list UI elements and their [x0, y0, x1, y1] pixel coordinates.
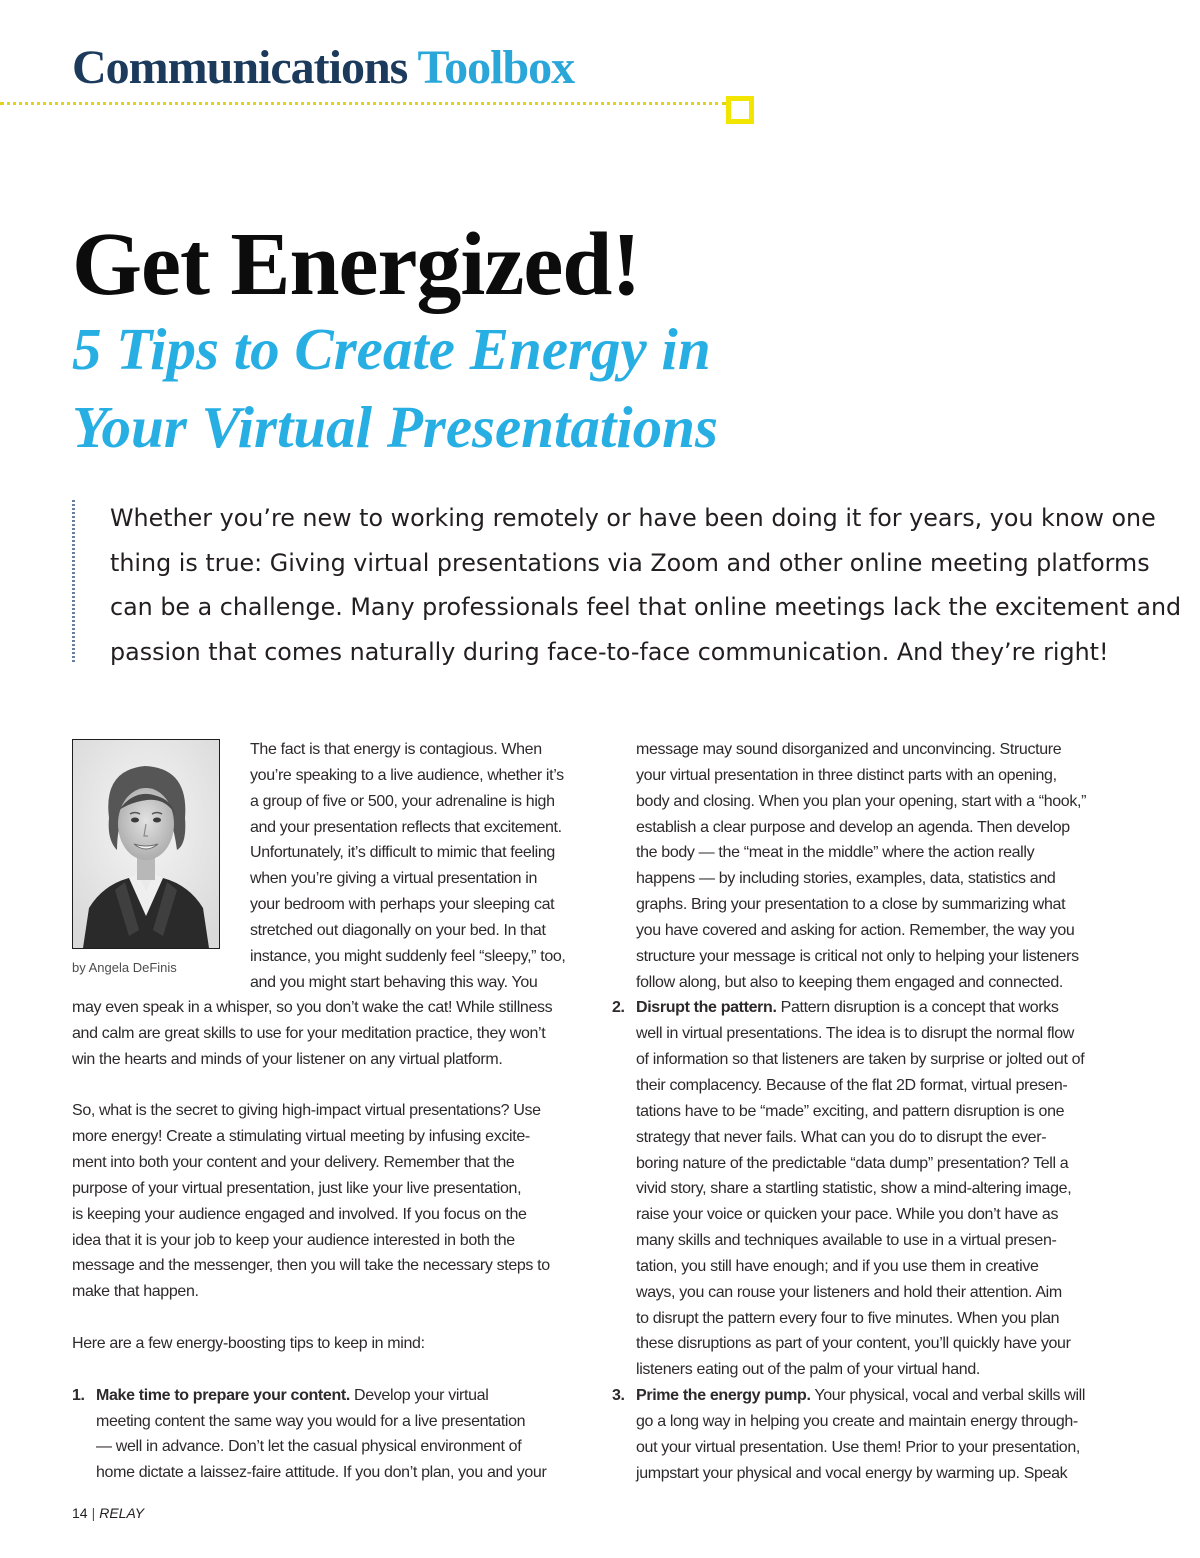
- article-headline: Get Energized!: [72, 215, 641, 314]
- tip-1-first-line-rest: Develop your virtual: [349, 1386, 489, 1404]
- tip-1-number: 1.: [72, 1386, 85, 1404]
- section-title-word2: Toolbox: [417, 41, 575, 94]
- body-line: and your presentation reflects that excitement.: [250, 818, 562, 836]
- body-line: So, what is the secret to giving high-impact virtual presentations? Use: [72, 1102, 541, 1120]
- body-line: follow along, but also to keeping them engaged and connected.: [636, 973, 1063, 991]
- body-line: your bedroom with perhaps your sleeping cat: [250, 896, 555, 914]
- intro-line: passion that comes naturally during face-to-face communication. And they’re right!: [110, 637, 1109, 666]
- body-line: when you’re giving a virtual presentation in: [250, 870, 537, 888]
- body-line: tations have to be “made” exciting, and pattern disruption is one: [636, 1102, 1065, 1120]
- right-column: [612, 737, 1132, 1486]
- body-line: Here are a few energy-boosting tips to keep in mind:: [72, 1334, 425, 1352]
- body-line: — well in advance. Don’t let the casual physical environment of: [96, 1438, 522, 1456]
- footer-separator: |: [91, 1505, 96, 1521]
- body-line: graphs. Bring your presentation to a close by summarizing what: [636, 896, 1066, 914]
- body-line: their complacency. Because of the flat 2D format, virtual presen-: [636, 1076, 1068, 1094]
- tip-2-first-line-rest: Pattern disruption is a concept that works: [776, 999, 1059, 1017]
- tip-3-number: 3.: [612, 1387, 625, 1405]
- body-line: idea that it is your job to keep your audience interested in both the: [72, 1231, 515, 1249]
- body-line: you’re speaking to a live audience, whether it’s: [250, 766, 564, 784]
- author-byline: by Angela DeFinis: [72, 960, 177, 975]
- article-subhead: [72, 310, 1072, 466]
- left-column: [72, 995, 592, 1486]
- intro-line: Whether you’re new to working remotely or have been doing it for years, you know one: [110, 504, 1156, 532]
- body-line: well in virtual presentations. The idea is to disrupt the normal flow: [636, 1025, 1075, 1043]
- body-line: you have covered and asking for action. Remember, the way you: [636, 921, 1075, 939]
- header-square-ornament: [726, 96, 754, 124]
- tip-3-first-line: [612, 1383, 1132, 1409]
- body-wrap-text: [250, 737, 590, 995]
- body-line: a group of five or 500, your adrenaline is high: [250, 792, 555, 810]
- body-line: instance, you might suddenly feel “sleepy,” too,: [250, 947, 566, 965]
- subhead-line-2: Your Virtual Presentations: [72, 394, 718, 460]
- body-line: ment into both your content and your delivery. Remember that the: [72, 1154, 515, 1172]
- header-dotted-rule: [0, 102, 726, 105]
- tip-2: [612, 995, 1132, 1383]
- body-line: many skills and techniques available to use in a virtual presen-: [636, 1232, 1057, 1250]
- body-line: strategy that never fails. What can you do to disrupt the ever-: [636, 1128, 1047, 1146]
- body-line: is keeping your audience engaged and involved. If you focus on the: [72, 1205, 527, 1223]
- body-line: The fact is that energy is contagious. When: [250, 741, 542, 758]
- body-line: win the hearts and minds of your listener on any virtual platform.: [72, 1050, 503, 1068]
- author-photo: [72, 739, 220, 949]
- body-line: tation, you still have enough; and if you use them in creative: [636, 1257, 1039, 1275]
- body-line: body and closing. When you plan your opening, start with a “hook,”: [636, 792, 1087, 810]
- body-line: purpose of your virtual presentation, just like your live presentation,: [72, 1179, 522, 1197]
- body-line: out your virtual presentation. Use them! Prior to your presentation,: [636, 1438, 1080, 1456]
- tip-2-number: 2.: [612, 999, 625, 1017]
- page-number: 14: [72, 1505, 88, 1521]
- body-line: the body — the “meat in the middle” where the action really: [636, 844, 1035, 862]
- tip-1-first-line: [72, 1383, 592, 1409]
- body-line: make that happen.: [72, 1283, 199, 1301]
- tip-3: [612, 1383, 1132, 1486]
- body-line: home dictate a laissez-faire attitude. If you don’t plan, you and your: [96, 1464, 547, 1482]
- section-title-word1: Communications: [72, 41, 408, 94]
- tip-1: [72, 1383, 592, 1486]
- body-line: ways, you can rouse your listeners and hold their attention. Aim: [636, 1283, 1062, 1301]
- body-line: and you might start behaving this way. You: [250, 973, 538, 991]
- body-line: of information so that listeners are taken by surprise or jolted out of: [636, 1051, 1085, 1069]
- body-line: go a long way in helping you create and maintain energy through-: [636, 1412, 1078, 1430]
- intro-paragraph: [110, 496, 1182, 674]
- body-line: boring nature of the predictable “data dump” presentation? Tell a: [636, 1154, 1069, 1172]
- publication-name: RELAY: [99, 1505, 145, 1521]
- tip-3-first-line-rest: Your physical, vocal and verbal skills will: [810, 1387, 1086, 1405]
- tip-2-first-line: [612, 995, 1132, 1021]
- section-header: [72, 40, 772, 100]
- intro-dotted-rule: [72, 500, 75, 662]
- subhead-line-1: 5 Tips to Create Energy in: [72, 316, 711, 382]
- body-line: stretched out diagonally on your bed. In that: [250, 921, 546, 939]
- intro-line: can be a challenge. Many professionals feel that online meetings lack the excitement and: [110, 593, 1182, 621]
- body-line: happens — by including stories, examples, data, statistics and: [636, 870, 1056, 888]
- body-line: and calm are great skills to use for your meditation practice, they won’t: [72, 1024, 546, 1042]
- tip-2-title: Disrupt the pattern.: [636, 999, 777, 1017]
- page-footer: [72, 1505, 144, 1521]
- body-line: may even speak in a whisper, so you don’t wake the cat! While stillness: [72, 999, 553, 1016]
- body-line: structure your message is critical not only to helping your listeners: [636, 947, 1079, 965]
- body-line: listeners eating out of the palm of your virtual hand.: [636, 1361, 980, 1379]
- body-line: Unfortunately, it’s difficult to mimic that feeling: [250, 844, 555, 862]
- body-line: these disruptions as part of your content, you’ll quickly have your: [636, 1335, 1071, 1353]
- body-line: vivid story, share a startling statistic, show a mind-altering image,: [636, 1180, 1072, 1198]
- body-line: to disrupt the pattern every four to five minutes. When you plan: [636, 1309, 1060, 1327]
- tip-1-title: Make time to prepare your content.: [96, 1386, 350, 1404]
- body-line: message and the messenger, then you will take the necessary steps to: [72, 1257, 550, 1275]
- body-line: establish a clear purpose and develop an agenda. Then develop: [636, 818, 1070, 836]
- body-line: message may sound disorganized and unconvincing. Structure: [636, 741, 1062, 758]
- author-portrait-illustration: [73, 740, 219, 948]
- body-line: raise your voice or quicken your pace. While you don’t have as: [636, 1206, 1059, 1224]
- body-line: more energy! Create a stimulating virtual meeting by infusing excite-: [72, 1128, 530, 1146]
- body-line: your virtual presentation in three distinct parts with an opening,: [636, 766, 1057, 784]
- body-line: jumpstart your physical and vocal energy by warming up. Speak: [636, 1464, 1068, 1482]
- tip-3-title: Prime the energy pump.: [636, 1387, 811, 1405]
- body-line: meeting content the same way you would for a live presentation: [96, 1412, 526, 1430]
- intro-line: thing is true: Giving virtual presentations via Zoom and other online meeting platforms: [110, 548, 1150, 577]
